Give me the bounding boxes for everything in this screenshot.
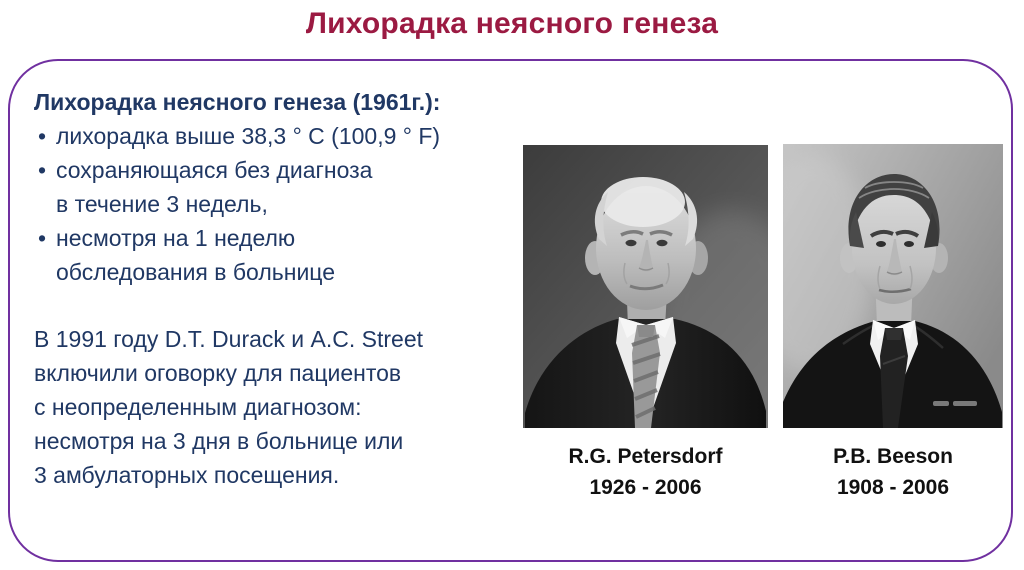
petersdorf-years: 1926 - 2006 bbox=[589, 476, 702, 499]
beeson-name: P.B. Beeson bbox=[833, 445, 953, 468]
bullet-item bbox=[34, 153, 512, 187]
petersdorf-name: R.G. Petersdorf bbox=[568, 445, 723, 468]
beeson-portrait-image bbox=[783, 144, 1003, 428]
history-paragraph bbox=[34, 322, 512, 492]
bullet-text: сохраняющаяся без диагноза bbox=[56, 157, 373, 183]
bullet-icon: • bbox=[38, 123, 47, 149]
bullet-text: лихорадка выше 38,3 ° C (100,9 ° F) bbox=[56, 123, 441, 149]
bullet-icon: • bbox=[38, 225, 47, 251]
petersdorf-photo bbox=[523, 145, 768, 499]
beeson-photo bbox=[783, 144, 1003, 499]
history-line: несмотря на 3 дня в больнице или bbox=[34, 428, 404, 454]
photo-watermark bbox=[933, 401, 977, 406]
definition-text-block bbox=[34, 85, 512, 492]
definition-heading: Лихорадка неясного генеза (1961г.): bbox=[34, 89, 441, 115]
history-line: 3 амбулаторных посещения. bbox=[34, 462, 340, 488]
history-line: с неопределенным диагнозом: bbox=[34, 394, 362, 420]
bullet-text-continuation: обследования в больнице bbox=[56, 259, 335, 285]
bullet-item bbox=[34, 119, 512, 153]
bullet-icon: • bbox=[38, 157, 47, 183]
bullet-text: несмотря на 1 неделю bbox=[56, 225, 296, 251]
history-line: включили оговорку для пациентов bbox=[34, 360, 402, 386]
bullet-text-continuation: в течение 3 недель, bbox=[56, 191, 268, 217]
petersdorf-portrait-image bbox=[523, 145, 768, 428]
page-title: Лихорадка неясного генеза bbox=[305, 7, 719, 40]
beeson-caption bbox=[743, 441, 1024, 503]
bullet-item bbox=[34, 221, 512, 255]
history-line: В 1991 году D.T. Durack и A.C. Street bbox=[34, 326, 424, 352]
beeson-years: 1908 - 2006 bbox=[836, 476, 950, 499]
